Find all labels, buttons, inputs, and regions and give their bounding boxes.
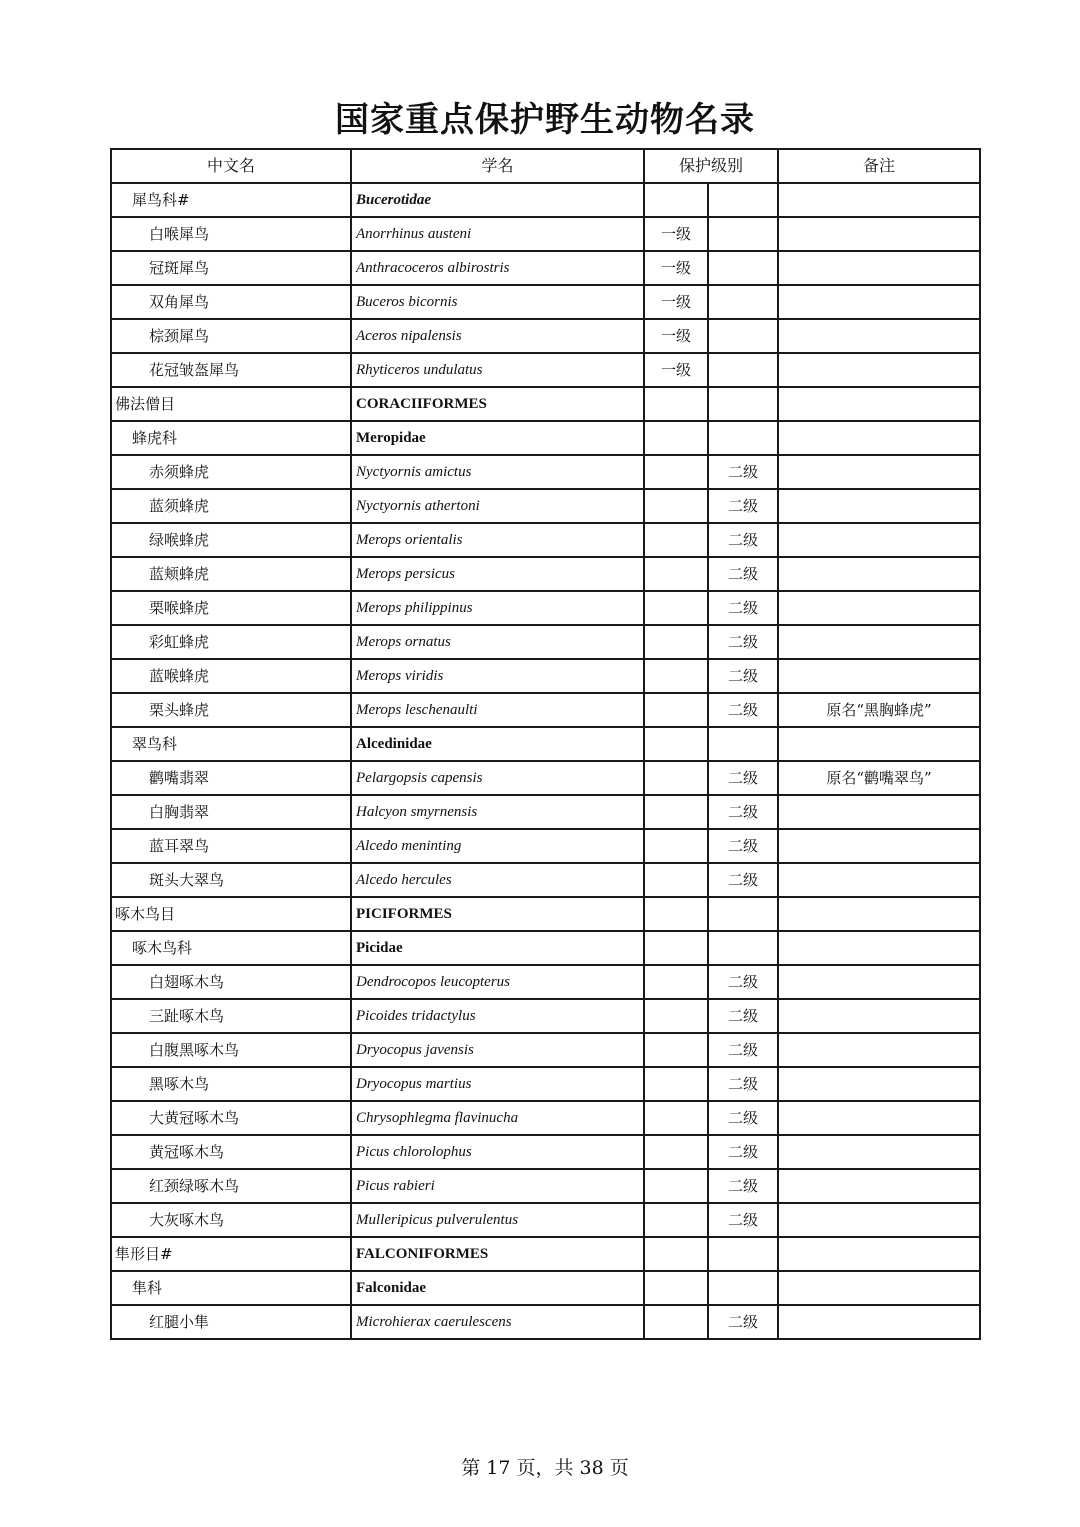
grade-one-cell — [644, 1305, 708, 1339]
chinese-name-cell: 隼形目# — [111, 1237, 351, 1271]
remarks-cell — [778, 1101, 980, 1135]
grade-two-cell: 二级 — [708, 523, 778, 557]
scientific-name-cell: Anthracoceros albirostris — [351, 251, 644, 285]
grade-two-cell: 二级 — [708, 489, 778, 523]
scientific-name-cell: Merops philippinus — [351, 591, 644, 625]
table-row — [111, 319, 980, 353]
chinese-name-cell: 蓝须蜂虎 — [111, 489, 351, 523]
grade-two-cell — [708, 897, 778, 931]
chinese-name-cell: 大黄冠啄木鸟 — [111, 1101, 351, 1135]
chinese-name-cell: 斑头大翠鸟 — [111, 863, 351, 897]
remarks-cell — [778, 625, 980, 659]
grade-two-cell: 二级 — [708, 591, 778, 625]
grade-two-cell: 二级 — [708, 455, 778, 489]
grade-two-cell: 二级 — [708, 829, 778, 863]
grade-two-cell — [708, 727, 778, 761]
scientific-name-cell: Dryocopus martius — [351, 1067, 644, 1101]
grade-one-cell — [644, 931, 708, 965]
table-row — [111, 1101, 980, 1135]
grade-two-cell: 二级 — [708, 557, 778, 591]
table-row — [111, 251, 980, 285]
table-row — [111, 829, 980, 863]
header-chinese-name: 中文名 — [111, 149, 351, 183]
table-row — [111, 1135, 980, 1169]
scientific-name-cell: Nyctyornis athertoni — [351, 489, 644, 523]
scientific-name-cell: Falconidae — [351, 1271, 644, 1305]
grade-one-cell: 一级 — [644, 285, 708, 319]
scientific-name-cell: Mulleripicus pulverulentus — [351, 1203, 644, 1237]
table-row — [111, 489, 980, 523]
grade-one-cell: 一级 — [644, 251, 708, 285]
page-number: 第 17 页，共 38 页 — [461, 1457, 629, 1479]
grade-one-cell — [644, 1203, 708, 1237]
remarks-cell — [778, 353, 980, 387]
grade-two-cell — [708, 1237, 778, 1271]
remarks-cell — [778, 795, 980, 829]
scientific-name-cell: Aceros nipalensis — [351, 319, 644, 353]
grade-two-cell — [708, 319, 778, 353]
grade-one-cell — [644, 693, 708, 727]
grade-one-cell — [644, 727, 708, 761]
table-row — [111, 659, 980, 693]
scientific-name-cell: Rhyticeros undulatus — [351, 353, 644, 387]
grade-two-cell — [708, 353, 778, 387]
grade-one-cell — [644, 1135, 708, 1169]
remarks-cell — [778, 387, 980, 421]
remarks-cell — [778, 1033, 980, 1067]
scientific-name-cell: Nyctyornis amictus — [351, 455, 644, 489]
chinese-name-cell: 彩虹蜂虎 — [111, 625, 351, 659]
grade-one-cell — [644, 761, 708, 795]
scientific-name-cell: Pelargopsis capensis — [351, 761, 644, 795]
scientific-name-cell: Chrysophlegma flavinucha — [351, 1101, 644, 1135]
chinese-name-cell: 白翅啄木鸟 — [111, 965, 351, 999]
grade-one-cell — [644, 591, 708, 625]
chinese-name-cell: 绿喉蜂虎 — [111, 523, 351, 557]
table-row — [111, 557, 980, 591]
remarks-cell — [778, 829, 980, 863]
chinese-name-cell: 花冠皱盔犀鸟 — [111, 353, 351, 387]
chinese-name-cell: 蜂虎科 — [111, 421, 351, 455]
chinese-name-cell: 红腿小隼 — [111, 1305, 351, 1339]
chinese-name-cell: 蓝耳翠鸟 — [111, 829, 351, 863]
scientific-name-cell: PICIFORMES — [351, 897, 644, 931]
table-row — [111, 1067, 980, 1101]
table-row — [111, 727, 980, 761]
remarks-cell — [778, 897, 980, 931]
table-row — [111, 183, 980, 217]
remarks-cell — [778, 1067, 980, 1101]
table-row — [111, 931, 980, 965]
remarks-cell — [778, 1135, 980, 1169]
scientific-name-cell: Picus chlorolophus — [351, 1135, 644, 1169]
grade-two-cell — [708, 217, 778, 251]
scientific-name-cell: Bucerotidae — [351, 183, 644, 217]
remarks-cell — [778, 319, 980, 353]
grade-one-cell — [644, 897, 708, 931]
remarks-cell — [778, 999, 980, 1033]
chinese-name-cell: 白腹黑啄木鸟 — [111, 1033, 351, 1067]
grade-two-cell: 二级 — [708, 625, 778, 659]
chinese-name-cell: 翠鸟科 — [111, 727, 351, 761]
table-row — [111, 625, 980, 659]
chinese-name-cell: 双角犀鸟 — [111, 285, 351, 319]
remarks-cell — [778, 1237, 980, 1271]
chinese-name-cell: 啄木鸟目 — [111, 897, 351, 931]
table-row — [111, 285, 980, 319]
scientific-name-cell: FALCONIFORMES — [351, 1237, 644, 1271]
remarks-cell — [778, 931, 980, 965]
table-row — [111, 455, 980, 489]
grade-one-cell — [644, 1271, 708, 1305]
remarks-cell — [778, 1305, 980, 1339]
scientific-name-cell: Dryocopus javensis — [351, 1033, 644, 1067]
chinese-name-cell: 白胸翡翠 — [111, 795, 351, 829]
table-row — [111, 387, 980, 421]
remarks-cell — [778, 1271, 980, 1305]
remarks-cell — [778, 217, 980, 251]
grade-one-cell — [644, 557, 708, 591]
table-row — [111, 795, 980, 829]
grade-one-cell: 一级 — [644, 353, 708, 387]
grade-two-cell — [708, 931, 778, 965]
chinese-name-cell: 冠斑犀鸟 — [111, 251, 351, 285]
scientific-name-cell: Merops orientalis — [351, 523, 644, 557]
header-protection-level: 保护级别 — [644, 149, 778, 183]
chinese-name-cell: 啄木鸟科 — [111, 931, 351, 965]
chinese-name-cell: 蓝颊蜂虎 — [111, 557, 351, 591]
chinese-name-cell: 栗头蜂虎 — [111, 693, 351, 727]
scientific-name-cell: Picidae — [351, 931, 644, 965]
table-row — [111, 761, 980, 795]
grade-two-cell — [708, 183, 778, 217]
grade-two-cell: 二级 — [708, 1033, 778, 1067]
remarks-cell: 原名“鹳嘴翠鸟” — [778, 761, 980, 795]
grade-two-cell: 二级 — [708, 795, 778, 829]
grade-one-cell: 一级 — [644, 217, 708, 251]
grade-two-cell — [708, 1271, 778, 1305]
table-row — [111, 1169, 980, 1203]
table-row — [111, 1305, 980, 1339]
scientific-name-cell: Meropidae — [351, 421, 644, 455]
remarks-cell — [778, 1203, 980, 1237]
scientific-name-cell: Microhierax caerulescens — [351, 1305, 644, 1339]
grade-one-cell — [644, 999, 708, 1033]
grade-one-cell — [644, 1067, 708, 1101]
scientific-name-cell: Merops persicus — [351, 557, 644, 591]
scientific-name-cell: Alcedo meninting — [351, 829, 644, 863]
grade-one-cell — [644, 523, 708, 557]
grade-two-cell — [708, 421, 778, 455]
table-row — [111, 965, 980, 999]
grade-two-cell — [708, 251, 778, 285]
chinese-name-cell: 蓝喉蜂虎 — [111, 659, 351, 693]
grade-one-cell — [644, 387, 708, 421]
scientific-name-cell: CORACIIFORMES — [351, 387, 644, 421]
remarks-cell — [778, 863, 980, 897]
grade-one-cell — [644, 965, 708, 999]
grade-one-cell — [644, 625, 708, 659]
grade-one-cell — [644, 1169, 708, 1203]
table-row — [111, 353, 980, 387]
grade-one-cell — [644, 1237, 708, 1271]
table-row — [111, 897, 980, 931]
grade-one-cell — [644, 795, 708, 829]
species-table — [110, 148, 981, 1340]
scientific-name-cell: Alcedo hercules — [351, 863, 644, 897]
remarks-cell — [778, 183, 980, 217]
header-remarks: 备注 — [778, 149, 980, 183]
chinese-name-cell: 三趾啄木鸟 — [111, 999, 351, 1033]
remarks-cell — [778, 965, 980, 999]
remarks-cell: 原名“黑胸蜂虎” — [778, 693, 980, 727]
scientific-name-cell: Picoides tridactylus — [351, 999, 644, 1033]
grade-one-cell — [644, 829, 708, 863]
chinese-name-cell: 黑啄木鸟 — [111, 1067, 351, 1101]
grade-one-cell — [644, 421, 708, 455]
grade-two-cell: 二级 — [708, 1135, 778, 1169]
remarks-cell — [778, 523, 980, 557]
table-body — [111, 183, 980, 1339]
grade-two-cell: 二级 — [708, 999, 778, 1033]
grade-two-cell: 二级 — [708, 761, 778, 795]
table-header-row — [111, 149, 980, 183]
table-row — [111, 591, 980, 625]
remarks-cell — [778, 1169, 980, 1203]
scientific-name-cell: Picus rabieri — [351, 1169, 644, 1203]
grade-one-cell — [644, 863, 708, 897]
chinese-name-cell: 佛法僧目 — [111, 387, 351, 421]
table-row — [111, 421, 980, 455]
scientific-name-cell: Alcedinidae — [351, 727, 644, 761]
chinese-name-cell: 隼科 — [111, 1271, 351, 1305]
grade-two-cell: 二级 — [708, 1067, 778, 1101]
grade-two-cell — [708, 285, 778, 319]
remarks-cell — [778, 285, 980, 319]
scientific-name-cell: Merops viridis — [351, 659, 644, 693]
scientific-name-cell: Halcyon smyrnensis — [351, 795, 644, 829]
chinese-name-cell: 红颈绿啄木鸟 — [111, 1169, 351, 1203]
table-row — [111, 1203, 980, 1237]
table-row — [111, 1271, 980, 1305]
grade-two-cell: 二级 — [708, 1101, 778, 1135]
scientific-name-cell: Anorrhinus austeni — [351, 217, 644, 251]
grade-one-cell: 一级 — [644, 319, 708, 353]
remarks-cell — [778, 455, 980, 489]
grade-two-cell: 二级 — [708, 693, 778, 727]
page-title: 国家重点保护野生动物名录 — [335, 100, 755, 140]
remarks-cell — [778, 727, 980, 761]
grade-two-cell: 二级 — [708, 1305, 778, 1339]
grade-one-cell — [644, 659, 708, 693]
table-row — [111, 1237, 980, 1271]
remarks-cell — [778, 659, 980, 693]
scientific-name-cell: Dendrocopos leucopterus — [351, 965, 644, 999]
grade-two-cell: 二级 — [708, 1203, 778, 1237]
table-row — [111, 999, 980, 1033]
grade-two-cell: 二级 — [708, 1169, 778, 1203]
grade-one-cell — [644, 1033, 708, 1067]
grade-two-cell: 二级 — [708, 965, 778, 999]
scientific-name-cell: Merops ornatus — [351, 625, 644, 659]
remarks-cell — [778, 557, 980, 591]
table-row — [111, 863, 980, 897]
chinese-name-cell: 栗喉蜂虎 — [111, 591, 351, 625]
grade-two-cell — [708, 387, 778, 421]
grade-two-cell: 二级 — [708, 659, 778, 693]
grade-one-cell — [644, 1101, 708, 1135]
remarks-cell — [778, 489, 980, 523]
grade-one-cell — [644, 183, 708, 217]
chinese-name-cell: 黄冠啄木鸟 — [111, 1135, 351, 1169]
header-scientific-name: 学名 — [351, 149, 644, 183]
scientific-name-cell: Buceros bicornis — [351, 285, 644, 319]
chinese-name-cell: 鹳嘴翡翠 — [111, 761, 351, 795]
remarks-cell — [778, 251, 980, 285]
table-row — [111, 217, 980, 251]
chinese-name-cell: 棕颈犀鸟 — [111, 319, 351, 353]
grade-two-cell: 二级 — [708, 863, 778, 897]
chinese-name-cell: 犀鸟科# — [111, 183, 351, 217]
table-row — [111, 1033, 980, 1067]
remarks-cell — [778, 591, 980, 625]
grade-one-cell — [644, 489, 708, 523]
chinese-name-cell: 白喉犀鸟 — [111, 217, 351, 251]
grade-one-cell — [644, 455, 708, 489]
table-row — [111, 523, 980, 557]
chinese-name-cell: 赤须蜂虎 — [111, 455, 351, 489]
chinese-name-cell: 大灰啄木鸟 — [111, 1203, 351, 1237]
remarks-cell — [778, 421, 980, 455]
table-row — [111, 693, 980, 727]
scientific-name-cell: Merops leschenaulti — [351, 693, 644, 727]
